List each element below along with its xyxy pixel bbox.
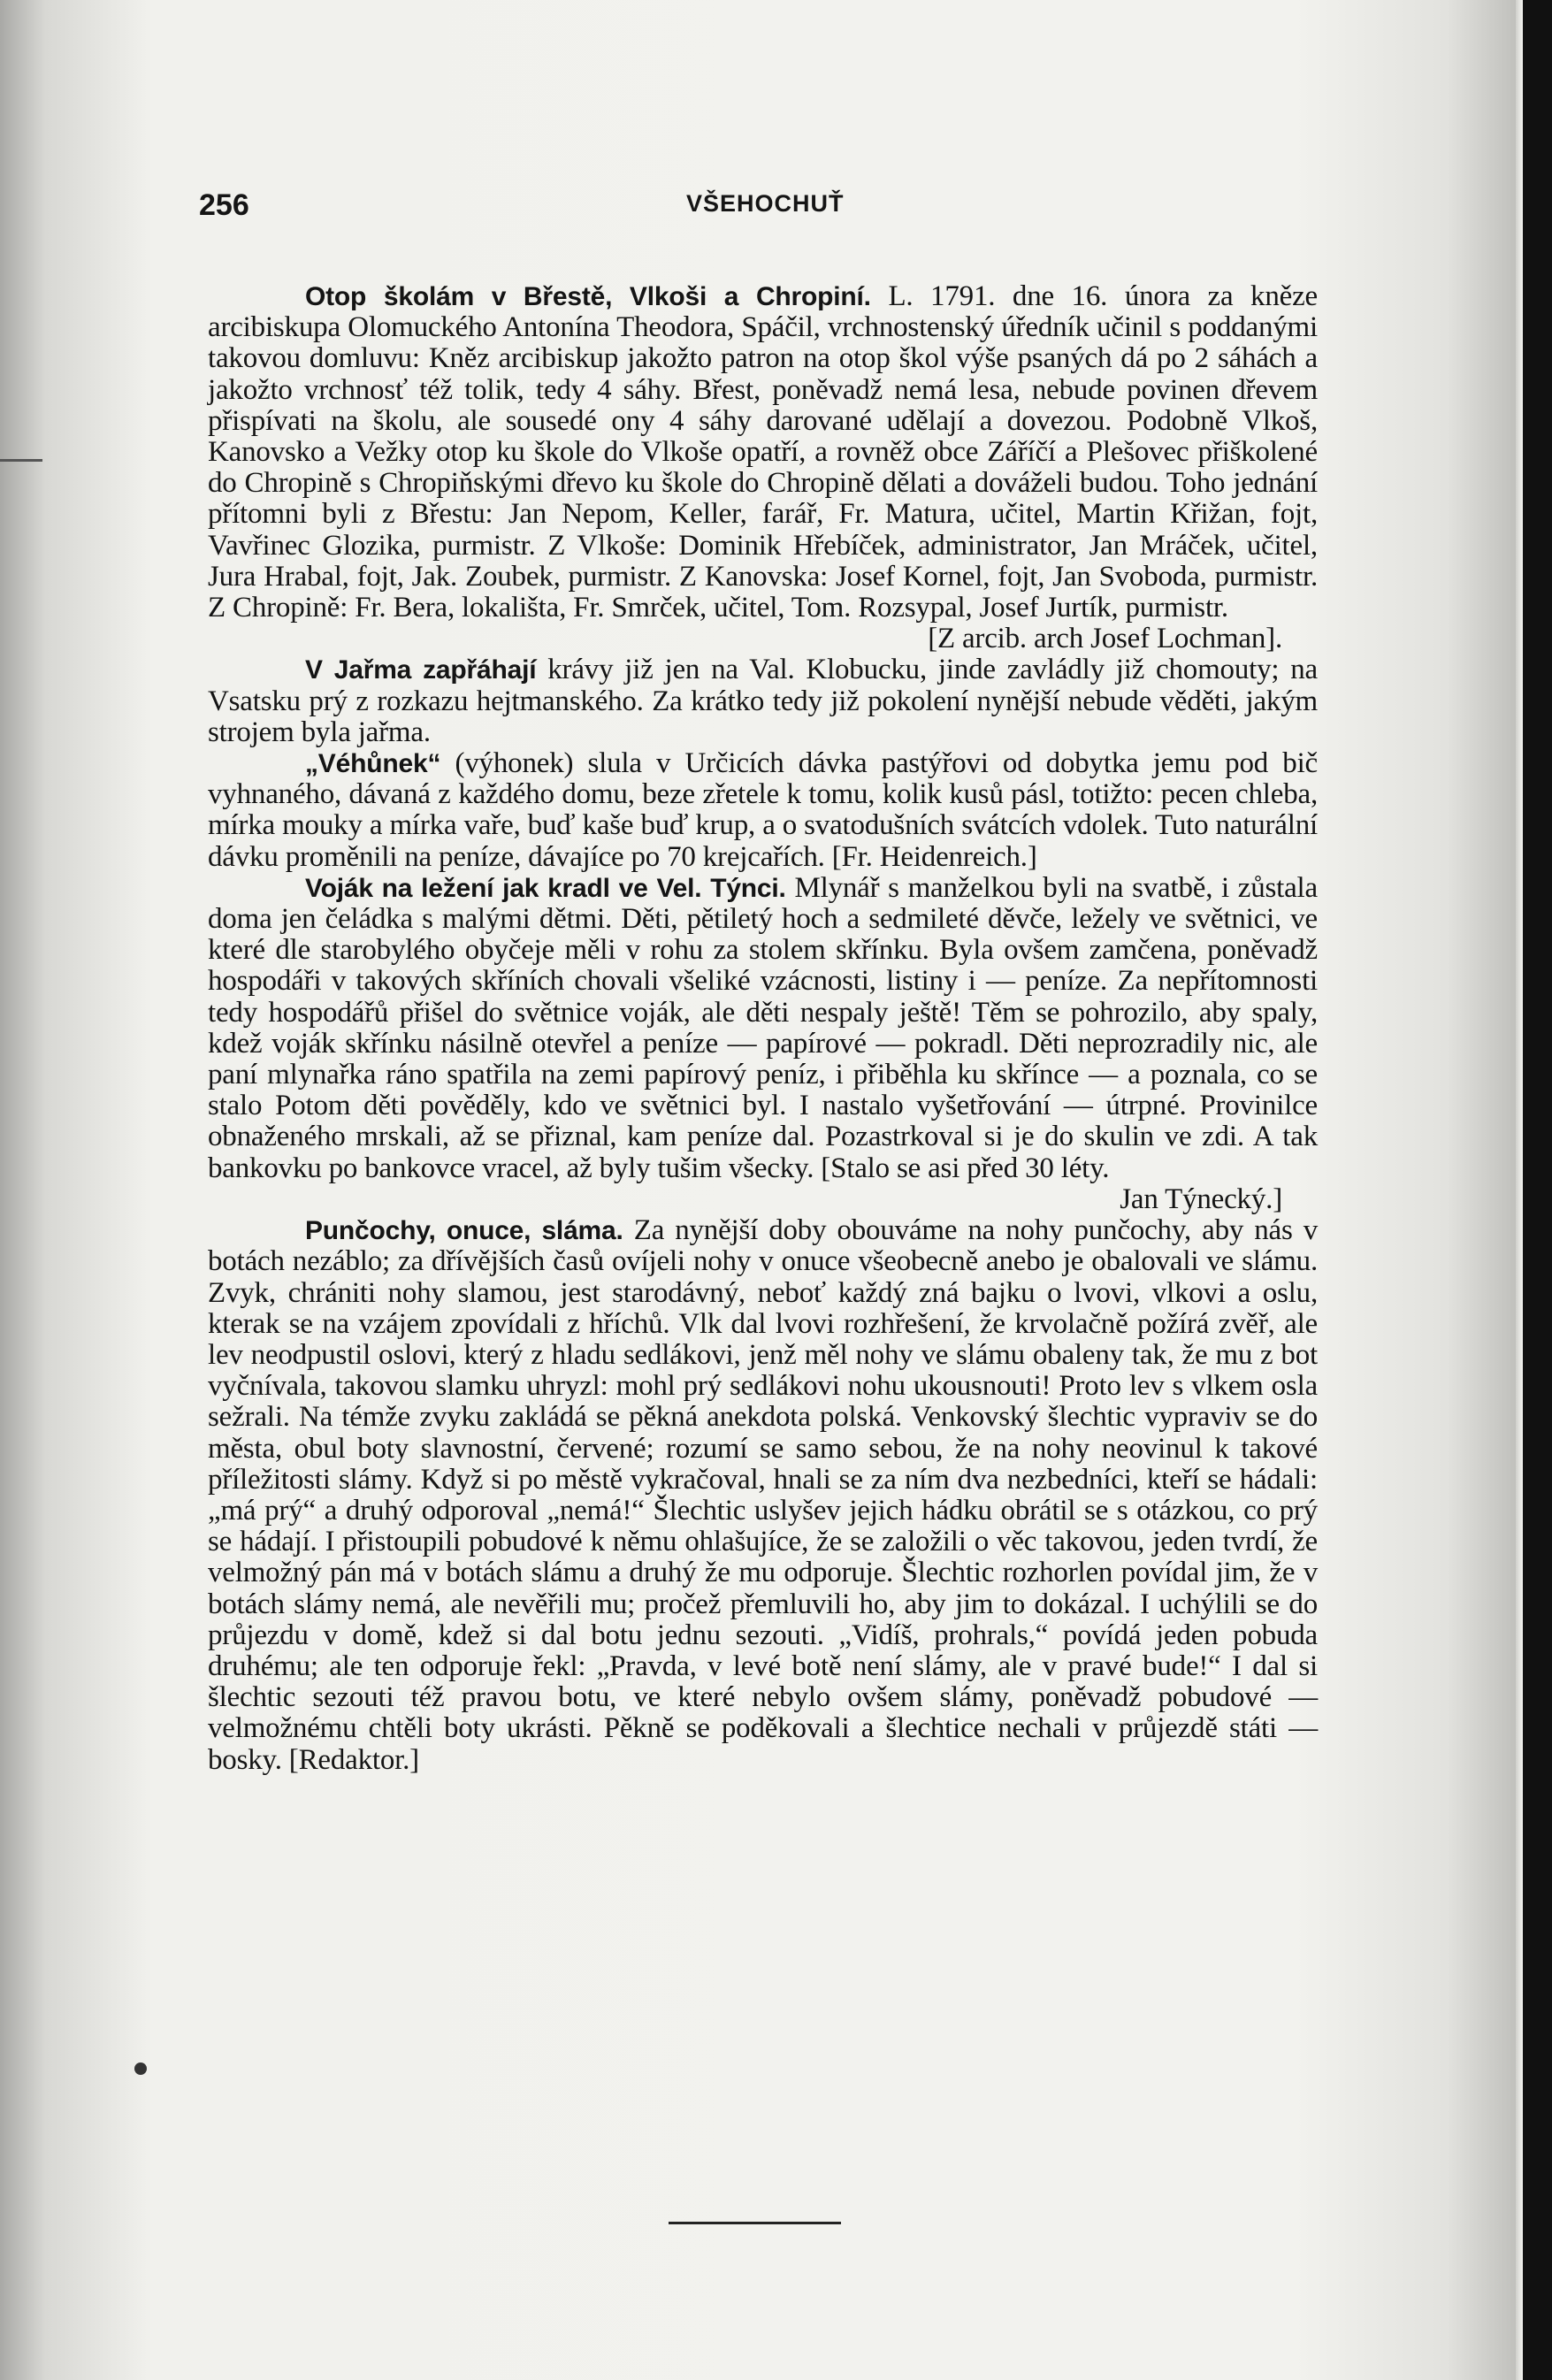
closing-rule <box>669 2222 841 2224</box>
book-spine <box>1523 0 1552 2380</box>
article-otop-skolam <box>208 281 1318 654</box>
article-text: krávy již jen na Val. Klobucku, jinde zavládly již chomouty; na Vsatsku prý z rozkazu hejtmanského. Za krátko tedy již pokolení nynější nebude věděti, jakým strojem byla jařma. <box>208 654 1318 748</box>
article-heading: Voják na ležení jak kradl ve Vel. Týnci. <box>305 873 786 903</box>
article-paragraph <box>208 654 1318 748</box>
article-puncochy <box>208 1215 1318 1776</box>
article-paragraph <box>208 873 1318 1184</box>
article-heading: Punčochy, onuce, sláma. <box>305 1216 623 1246</box>
article-heading: „Véhůnek“ <box>305 749 441 779</box>
page-number: 256 <box>199 188 249 222</box>
running-head: VŠEHOCHUŤ <box>686 190 845 217</box>
article-paragraph <box>208 1215 1318 1776</box>
article-heading: Otop školám v Břestě, Vlkoši a Chropiní. <box>305 282 871 311</box>
article-text: Za nynější doby obouváme na nohy punčochy, aby nás v botách nezáblo; za dřívějších časů ovíjeli nohy v onuce všeobecně anebo je obalovali ve slámu. Zvyk, chrániti nohy slamou, jest starodávný, neboť každý zná bajku o lvovi, vlkovi a oslu, kterak se na vzájem zpovídali z hříchů. Vlk dal lvovi rozhřešení, že krvolačně požírá zvěř, ale lev neodpustil oslovi, který z hladu sedlákovi, jenž měl nohy ve slámu obaleny tak, že mu z bot vyčnívala, takovou slamku uhryzl: mohl prý sedlákovi nohu ukousnouti! Proto lev s vlkem osla sežrali. Na témže zvyku zakládá se pěkná anekdota polská. Venkovský šlechtic vypraviv se do města, obul boty slavnostní, červené; rozumí se samo sebou, že na nohy neovinul k takové příležitosti slámy. Když si po městě vykračoval, hnali se za ním dva nezbedníci, kteří se hádali: „má prý“ a druhý odporoval „nemá!“ Šlechtic uslyšev jejich hádku obrátil se s otázkou, co prý se hádají. I přistoupili pobudové k němu ohlašujíce, že se založili o věc takovou, jeden tvrdí, že velmožný pán má v botách slámu a druhý že mu odporuje. Šlechtic rozhorlen povídal jim, že v botách slámy nemá, ale nevěřili mu; pročež přemluvili ho, aby jim to dokázal. I uchýlili se do průjezdu v domě, kdež si dal botu jednu sezouti. „Vidíš, prohrals,“ povídá jeden pobuda druhému; ale ten odporuje řekl: „Pravda, v levé botě není slámy, ale v pravé bude!“ I dal si šlechtic sezouti též pravou botu, ve které nebylo ovšem slámy, poněvadž pobudové — velmožnému chtěli boty ukrásti. Pěkně se poděkovali a šlechtice nechali v průjezdě státi — bosky. [Redaktor.] <box>208 1214 1318 1776</box>
article-vojak <box>208 873 1318 1215</box>
page-edge <box>1516 0 1523 2380</box>
article-source: [Z arcib. arch Josef Lochman]. <box>928 623 1282 655</box>
article-text: Mlynář s manželkou byli na svatbě, i zůstala doma jen čeládka s malými dětmi. Děti, pětiletý hoch a sedmileté děvče, ležely ve světnici, ve které dle starobylého obyčeje měli v rohu za stolem skřínku. Byla ovšem zamčena, poněvadž hospodáři v takových skříních chovali všeliké vzácnosti, listiny i — peníze. Za nepřítomnosti tedy hospodářů přišel do světnice voják, ale děti nespaly ještě! Těm se pohrozilo, aby spaly, kdež voják skřínku násilně otevřel a peníze — papírové — pokradl. Děti neprozradily nic, ale paní mlynařka ráno spatřila na zemi papírový peníz, i přiběhla ku skřínce — a poznala, co se stalo Potom děti pověděly, kdo ve světnici byl. I nastalo vyšetřování — útrpné. Provinilce obnaženého mrskali, až se přiznal, kam peníze dal. Pozastrkoval si je do skulin ve zdi. A tak bankovku po bankovce vracel, až byly tušim všecky. [Stalo se asi před 30 léty. <box>208 871 1318 1184</box>
article-source: Jan Týnecký.] <box>1120 1182 1282 1215</box>
body-text <box>208 281 1318 1776</box>
article-vehunek <box>208 748 1318 873</box>
article-paragraph <box>208 281 1318 624</box>
margin-mark <box>0 459 42 462</box>
margin-dot <box>134 2062 147 2075</box>
article-text: L. 1791. dne 16. února za kněze arcibiskupa Olomuckého Antonína Theodora, Spáčil, vrchnostenský úředník učinil s poddanými takovou domluvu: Kněz arcibiskup jakožto patron na otop škol výše psaných dá po 2 sáhách a jakožto vrchnosť též tolik, tedy 4 sáhy. Břest, poněvadž nemá lesa, nebude povinen dřevem přispívati na školu, ale sousedé ony 4 sáhy darované udělají a dovezou. Podobně Vlkoš, Kanovsko a Vežky otop ku škole do Vlkoše opatří, a rovněž obce Záříčí a Plešovec přiškolené do Chropině s Chropiňskými dřevo ku škole do Chropině dělati a dováželi budou. Toho jednání přítomni byli z Břestu: Jan Nepom, Keller, farář, Fr. Matura, učitel, Martin Křižan, fojt, Vavřinec Glozika, purmistr. Z Vlkoše: Dominik Hřebíček, administrator, Jan Mráček, učitel, Jura Hrabal, fojt, Jak. Zoubek, purmistr. Z Kanovska: Josef Kornel, fojt, Jan Svoboda, purmistr. Z Chropině: Fr. Bera, lokališta, Fr. Smrček, učitel, Tom. Rozsypal, Josef Jurtík, purmistr. <box>208 280 1318 624</box>
article-heading: V Jařma zapřáhají <box>305 655 537 685</box>
article-text: (výhonek) slula v Určicích dávka pastýřovi od dobytka jemu pod bič vyhnaného, dávaná z každého domu, beze zřetele k tomu, kolik kusů pásl, totižto: pecen chleba, mírka mouky a mírka vaře, buď kaše buď krup, a o svatodušních svátcích vdolek. Tuto naturální dávku proměnili na peníze, dávajíce po 70 krejcařích. [Fr. Heidenreich.] <box>208 747 1318 873</box>
article-jarma <box>208 654 1318 748</box>
article-paragraph <box>208 748 1318 873</box>
